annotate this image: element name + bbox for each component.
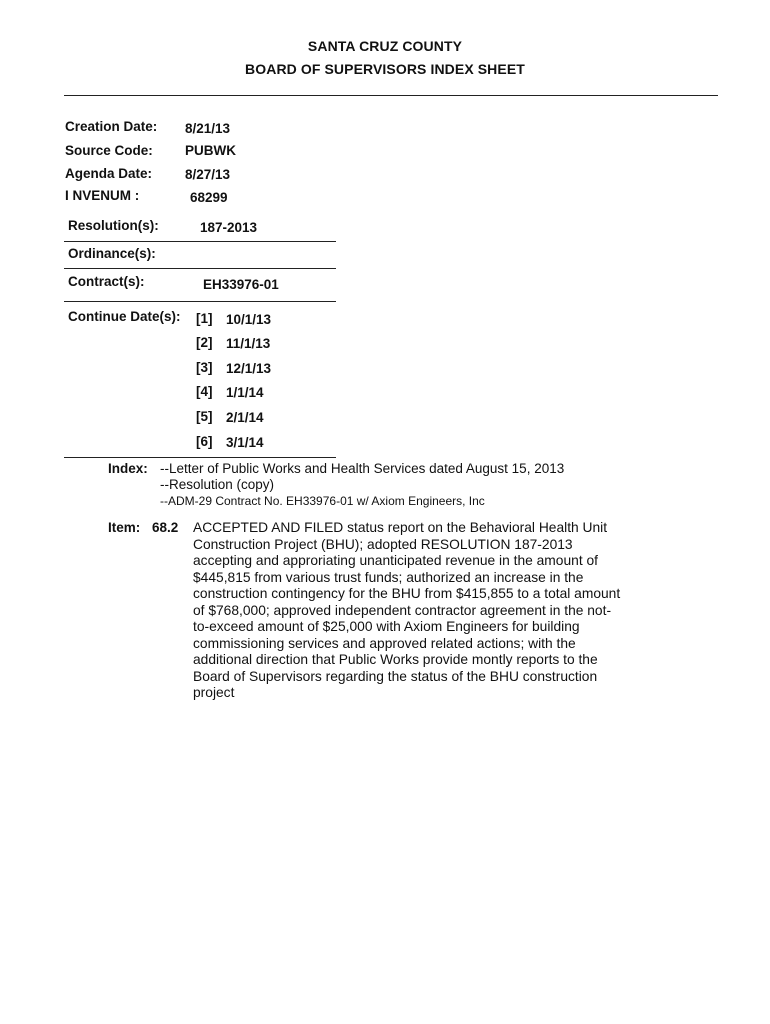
ordinances-divider <box>64 268 336 269</box>
resolutions-divider <box>64 241 336 242</box>
contracts-label: Contract(s): <box>68 274 145 289</box>
continue-dates-divider <box>64 457 336 458</box>
agenda-date-label: Agenda Date: <box>65 166 153 181</box>
creation-date-label: Creation Date: <box>65 119 158 134</box>
index-line-2: --Resolution (copy) <box>160 477 275 492</box>
continue-date-4: 1/1/14 <box>226 385 264 400</box>
item-number: 68.2 <box>152 520 179 535</box>
index-line-3: --ADM-29 Contract No. EH33976-01 w/ Axiom Engineers, Inc <box>160 494 485 508</box>
invenum-label: I NVENUM : <box>65 188 140 203</box>
county-title: SANTA CRUZ COUNTY <box>307 38 463 54</box>
continue-date-6: 3/1/14 <box>226 435 264 450</box>
continue-tag-6: [6] <box>196 434 213 449</box>
index-line-1: --Letter of Public Works and Health Services dated August 15, 2013 <box>160 461 565 476</box>
continue-tag-3: [3] <box>196 360 213 375</box>
source-code-label: Source Code: <box>65 143 153 158</box>
sheet-title: BOARD OF SUPERVISORS INDEX SHEET <box>245 61 525 77</box>
continue-dates-label: Continue Date(s): <box>68 309 181 324</box>
continue-tag-5: [5] <box>196 409 213 424</box>
creation-date-value: 8/21/13 <box>185 121 231 136</box>
continue-tag-2: [2] <box>196 335 213 350</box>
invenum-value: 68299 <box>190 190 228 205</box>
agenda-date-value: 8/27/13 <box>185 167 231 182</box>
item-label: Item: <box>108 520 141 535</box>
source-code-value: PUBWK <box>185 143 236 158</box>
index-label: Index: <box>108 461 148 476</box>
continue-date-1: 10/1/13 <box>226 312 272 327</box>
contracts-value: EH33976-01 <box>203 277 279 292</box>
contracts-divider <box>64 301 336 302</box>
ordinances-label: Ordinance(s): <box>68 246 156 261</box>
continue-date-5: 2/1/14 <box>226 410 264 425</box>
continue-date-3: 12/1/13 <box>226 361 272 376</box>
resolutions-label: Resolution(s): <box>68 218 159 233</box>
item-description: ACCEPTED AND FILED status report on the Behavioral Health Unit Construction Project (BHU); adopted RESOLUTION 187-2013 accepting and approriating unanticipated revenue in the amount of $445,815 from various trust funds; authorized an increase in the construction contingency for the BHU from $415,855 to a total amount of $768,000; approved independent contractor agreement in the not-to-exceed amount of $25,000 with Axiom Engineers for building commissioning services and approved related actions; with the additional direction that Public Works provide montly reports to the Board of Supervisors regarding the status of the BHU construction project <box>193 520 621 700</box>
continue-tag-1: [1] <box>196 311 213 326</box>
continue-tag-4: [4] <box>196 384 213 399</box>
resolutions-value: 187-2013 <box>200 220 258 235</box>
header-divider <box>64 95 718 96</box>
continue-date-2: 11/1/13 <box>226 336 271 351</box>
